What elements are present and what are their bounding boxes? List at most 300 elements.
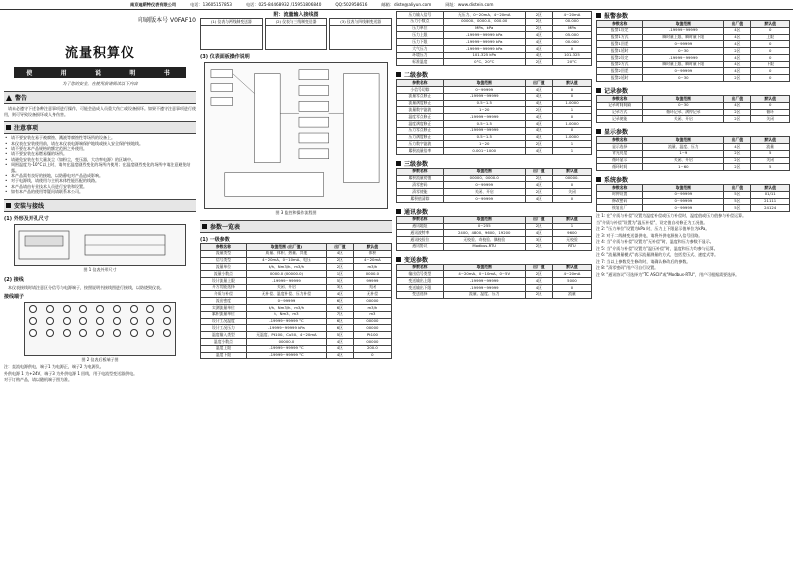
terminal-screw-icon <box>130 317 138 325</box>
table-cell: 无补偿、温度补偿、压力补偿 <box>246 291 326 298</box>
table-row <box>597 48 790 55</box>
table-row <box>201 325 392 332</box>
table-cell: 4区 <box>327 338 354 345</box>
table-cell: 无校验 <box>552 237 591 244</box>
print-version: 印刷版本号 V0FAF10 <box>138 17 196 24</box>
list-item: • 如有本产品的使用等疑问请联系本公司。 <box>4 189 196 194</box>
level2-table <box>396 79 592 155</box>
table-row <box>397 278 592 285</box>
table-row <box>597 198 790 205</box>
terminal-screw-icon <box>63 329 71 337</box>
table-cell: 变送输出下限 <box>397 285 444 292</box>
table-cell: 2区 <box>525 271 552 278</box>
table-cell: 5区 <box>327 332 354 339</box>
table-row <box>397 39 592 46</box>
telephone: 电话：025-84468932 /15951806840 <box>245 1 322 7</box>
table-cell: 2区 <box>724 75 751 82</box>
table-cell: 2区 <box>327 264 354 271</box>
table-cell: 关闭、开启 <box>246 284 326 291</box>
table-row <box>201 250 392 257</box>
table-cell: 无校验、奇校验、偶校验 <box>443 237 525 244</box>
table-cell: 开方功能选择 <box>201 284 247 291</box>
column-header: 参数名称 <box>597 96 643 103</box>
table-cell: 4~20mA <box>552 12 591 19</box>
table-cell: 4区 <box>525 45 552 52</box>
note-line: 注 5: 当"介质与补偿"设置为"温压补偿"时，温度和压力均参与运算。 <box>596 245 718 251</box>
list-item: • 本产品需有良好的接地，以防静电对产品造成影响。 <box>4 173 196 178</box>
column-header: 取值范围 <box>443 264 525 271</box>
table-cell: 0 <box>552 93 591 100</box>
input-wiring-label: 附：流量输入接线图 <box>273 12 319 18</box>
manual-char: 说 <box>94 70 105 77</box>
table-cell: 7区 <box>327 311 354 318</box>
column-header: 出厂值 <box>525 168 552 175</box>
column-header: 出厂值 <box>327 244 354 251</box>
note-line: 注 2: "压力单位"设置为kPa 时，压力上下限显示值单位为kPa。 <box>596 226 710 232</box>
table-cell: 00000 <box>353 325 391 332</box>
table-row <box>397 100 592 107</box>
table-row <box>397 195 592 202</box>
table-cell: m3/h <box>353 264 391 271</box>
table-cell: 清零使能 <box>397 189 444 196</box>
terminal-screw-icon <box>63 305 71 313</box>
table-cell: 流出密度 <box>201 298 247 305</box>
table-cell: 00.000 <box>552 39 591 46</box>
table-row <box>201 298 392 305</box>
column-header: 参数名称 <box>397 216 444 223</box>
note-line: 注 7: 当以上参数发生修改时，请确认修改后的参数。 <box>596 258 691 264</box>
manual-char: 书 <box>163 70 174 77</box>
table-cell: 1 <box>552 223 591 230</box>
table-cell: 4区 <box>724 61 751 68</box>
table-cell: 压力满度修正 <box>397 134 444 141</box>
table-cell: 4~20mA <box>552 271 591 278</box>
table-row <box>597 75 790 82</box>
table-row <box>201 332 392 339</box>
table-cell: 00000 <box>353 298 391 305</box>
table-cell: 记录使能 <box>597 116 643 123</box>
table-cell: 4~20mA、0~10mA、电压 <box>246 257 326 264</box>
table-cell: 2区 <box>525 243 552 250</box>
table-cell: 2区 <box>525 12 552 19</box>
table-cell: 4区 <box>525 148 552 155</box>
table-cell: 压力下限 <box>397 39 444 46</box>
table-row <box>201 318 392 325</box>
outline-figure <box>14 224 186 266</box>
table-cell: 循环记录、满停记录 <box>643 109 724 116</box>
table-cell: 5 <box>751 164 790 171</box>
table-cell: 0 <box>353 352 391 359</box>
table-cell: 2区 <box>525 107 552 114</box>
terminal-screw-icon <box>79 305 87 313</box>
table-row <box>397 134 592 141</box>
table-cell: 0 <box>751 27 790 34</box>
note-line: 注 9: "通讯协议"可选择为"TC ASCII"或"Modbus-RTU"，用户可根据需要选择。 <box>596 271 740 277</box>
table-cell: 2区 <box>525 59 552 66</box>
terminal-screw-icon <box>113 329 121 337</box>
table-cell: 环境压力 <box>397 52 444 59</box>
table-cell: 2区 <box>724 116 751 123</box>
table-cell: 2区 <box>724 157 751 164</box>
table-cell: Pt100 <box>353 332 391 339</box>
table-row <box>201 291 392 298</box>
table-cell: 2区 <box>525 291 552 298</box>
table-cell: 流量 <box>751 143 790 150</box>
terminal-screw-icon <box>146 317 154 325</box>
table-row <box>201 352 392 359</box>
list-item: • 本产品请由专业技术人员进行安装和设置。 <box>4 184 196 189</box>
table-cell: 0 <box>552 195 591 202</box>
table-cell: 0 <box>751 75 790 82</box>
table-cell: 0 <box>552 45 591 52</box>
transmit-table <box>396 264 592 299</box>
table-cell: -19999~99999 °C <box>246 352 326 359</box>
safety-heading: 注意事项 <box>4 121 196 134</box>
section-square-icon <box>396 209 401 214</box>
table-row <box>397 175 592 182</box>
table-cell: 0~255 <box>443 223 525 230</box>
table-cell: 5区 <box>327 277 354 284</box>
table-cell: 1.0000 <box>552 134 591 141</box>
table-cell: 压力单位 <box>397 25 444 32</box>
terminal-screw-icon <box>113 305 121 313</box>
table-cell: 00000、0000.0 <box>443 175 525 182</box>
transmit-heading: 变送参数 <box>396 255 592 264</box>
table-cell: 0 <box>552 87 591 94</box>
table-cell: 2400、4800、9600、19200 <box>443 230 525 237</box>
table-cell: 流量小数点 <box>201 271 247 278</box>
table-cell: 1.0000 <box>552 100 591 107</box>
table-cell: t/h、Nm3/h、m3/h <box>246 305 326 312</box>
section-square-icon <box>6 203 11 208</box>
table-cell: 无补偿 <box>353 291 391 298</box>
table-cell: 1~20 <box>443 141 525 148</box>
table-cell: 2区 <box>525 175 552 182</box>
column-3 <box>396 11 592 558</box>
table-row <box>597 205 790 212</box>
table-row <box>397 189 592 196</box>
column-header: 参数名称 <box>597 21 643 28</box>
column-2 <box>200 11 392 558</box>
section-square-icon <box>596 13 601 18</box>
column-header: 出厂值 <box>525 264 552 271</box>
note-line: 注 1: 在"介质与补偿"设置为温度补偿或压力补偿时，温度值或压力值参与补偿运算。 <box>596 213 747 219</box>
terminal-notes <box>4 364 196 383</box>
table-cell: 24124 <box>751 205 790 212</box>
table-cell: 1~20 <box>443 107 525 114</box>
table-row <box>201 264 392 271</box>
manual-char: 使 <box>26 70 37 77</box>
table-cell: 99999 <box>353 277 391 284</box>
table-cell: 2区 <box>525 18 552 25</box>
header-bar <box>0 0 793 10</box>
list-item: • 请不要安装在易于被腐蚀、溅液等腐蚀性等场所的设备上。 <box>4 135 196 140</box>
table-cell: 2区 <box>525 189 552 196</box>
table-cell: MPa、kPa <box>443 25 525 32</box>
table-cell: RTU <box>552 243 591 250</box>
table-cell: 4区 <box>327 250 354 257</box>
table-cell: 0.5~1.5 <box>443 134 525 141</box>
website: 网址：www.distein.com <box>445 1 494 7</box>
table-cell: 设计流量上限 <box>201 277 247 284</box>
safety-list <box>4 135 196 194</box>
table-cell: 压力零点修正 <box>397 127 444 134</box>
table-cell: 大气压力 <box>397 45 444 52</box>
table-cell: 1 <box>552 107 591 114</box>
table-cell: -19999~99999 <box>643 54 724 61</box>
table-row <box>201 271 392 278</box>
table-cell: 介质与补偿 <box>201 291 247 298</box>
table-row <box>397 93 592 100</box>
table-row <box>597 34 790 41</box>
note-line: 注 8: "清零密码"用户可自行设置。 <box>596 265 659 271</box>
table-row <box>201 345 392 352</box>
alarm-table <box>596 20 790 82</box>
column-header: 默认值 <box>552 264 591 271</box>
table-cell: 通讯校验位 <box>397 237 444 244</box>
table-cell: 2区 <box>724 164 751 171</box>
document-title: 流量积算仪 <box>64 46 135 61</box>
list-item: • 本仪表在安装使用前，请在本仪表电源端保护地线或接入安全保护接地线。 <box>4 141 196 146</box>
table-cell: 实测流量单位 <box>201 305 247 312</box>
table-cell: t、Nm3、m3 <box>246 311 326 318</box>
table-cell: 循环 <box>751 109 790 116</box>
table-cell: 0~99999 <box>643 205 724 212</box>
table-cell: 关闭、开启 <box>643 157 724 164</box>
column-1 <box>4 11 196 558</box>
list-item: • 请避免安装在有大量灰尘（如粉尘，变压器，大功率电源）的区域中。 <box>4 157 196 162</box>
table-row <box>201 338 392 345</box>
table-cell: 4区 <box>525 114 552 121</box>
column-header: 默认值 <box>751 137 790 144</box>
column-header: 参数名称 <box>397 80 444 87</box>
table-cell: 通讯地址 <box>397 223 444 230</box>
table-cell: 2区 <box>724 48 751 55</box>
list-item: • 对于电源线，请使用与主机本体性能匹配的线路。 <box>4 178 196 183</box>
table-row <box>397 243 592 250</box>
table-cell: -19999~99999 kPa <box>443 32 525 39</box>
table-cell: 0~30 <box>643 75 724 82</box>
table-cell: 上限 <box>751 34 790 41</box>
column-header: 取值范围 <box>643 21 724 28</box>
table-cell: -19999~99999 <box>643 27 724 34</box>
table-row <box>597 191 790 198</box>
table-row <box>397 25 592 32</box>
table-cell: 显示选择 <box>597 143 643 150</box>
note-line: 注 4: 当"介质与补偿"设置为"无补偿"时，温度和压力参数不显示。 <box>596 239 714 245</box>
table-cell: 1 <box>552 141 591 148</box>
table-cell: 0 <box>552 285 591 292</box>
table-cell: m3/h <box>353 305 391 312</box>
table-cell: 4区 <box>525 52 552 59</box>
table-cell: 3区 <box>525 237 552 244</box>
table-cell: 2区 <box>525 141 552 148</box>
table-cell: -19999~99999 <box>443 278 525 285</box>
table-row <box>397 107 592 114</box>
table-cell: 01/11 <box>751 191 790 198</box>
table-cell: 瞬时量上限、瞬时量下限 <box>643 61 724 68</box>
comm-table <box>396 216 592 251</box>
table-row <box>397 12 592 19</box>
manual-banner <box>14 67 186 78</box>
column-header: 默认值 <box>751 96 790 103</box>
table-cell: 4区 <box>525 93 552 100</box>
table-cell: 循环显示 <box>597 157 643 164</box>
column-header: 默认值 <box>751 185 790 192</box>
table-cell: 4区 <box>525 285 552 292</box>
terminal-row-bottom <box>25 327 175 339</box>
table-cell: 4区 <box>724 27 751 34</box>
display-table <box>596 136 790 171</box>
email-contact: 邮箱：diste@aliyun.com <box>381 1 432 7</box>
column-header: 出厂值 <box>724 96 751 103</box>
table-row <box>397 114 592 121</box>
table-cell: 6区 <box>327 298 354 305</box>
table-cell: 压力数字滤波 <box>397 141 444 148</box>
table-cell: 1.0000 <box>552 120 591 127</box>
table-cell: 0~30 <box>643 48 724 55</box>
table-cell: 00.000 <box>552 18 591 25</box>
flowchart-drawing <box>205 63 387 208</box>
table-cell: 累积流量倍率 <box>397 148 444 155</box>
table-row <box>201 257 392 264</box>
terminal-screw-icon <box>146 305 154 313</box>
table-cell: 0°C、20°C <box>443 59 525 66</box>
table-cell: MPa <box>552 25 591 32</box>
figure-2-caption: 图 2 仪表后板端子图 <box>81 357 119 363</box>
table-cell: -19999~99999 kPa <box>443 45 525 52</box>
terminal-screw-icon <box>163 305 171 313</box>
system-heading: 系统参数 <box>596 175 790 184</box>
terminal-screw-icon <box>46 305 54 313</box>
table-cell: 累积流量初值 <box>397 175 444 182</box>
three-wire-diagram: (2) 仪表与三线制变送器 <box>265 18 328 50</box>
table-cell: 4区 <box>327 345 354 352</box>
column-header: 默认值 <box>751 21 790 28</box>
table-cell: 报警1回差 <box>597 41 643 48</box>
table-row <box>597 164 790 171</box>
table-cell: 0 <box>552 114 591 121</box>
table-cell: 累积值清除 <box>397 195 444 202</box>
column-header: 参数名称 <box>201 244 247 251</box>
terminal-screw-icon <box>130 329 138 337</box>
table-cell: 流量数字滤波 <box>397 107 444 114</box>
table-cell: 0 <box>751 41 790 48</box>
terminal-screw-icon <box>146 329 154 337</box>
comm-heading: 通讯参数 <box>396 207 592 216</box>
table-cell: 4区 <box>724 68 751 75</box>
wiring-text: 本仪表接线时请注意区分信号与电源端子，按照说明书接线图进行接线，以防烧毁仪表。 <box>8 284 164 290</box>
table-cell: 关闭 <box>552 189 591 196</box>
install-heading: 安装与接线 <box>4 199 196 212</box>
table-cell: 流量类型 <box>201 250 247 257</box>
manual-char: 用 <box>60 70 71 77</box>
table-cell: 清零密码 <box>397 182 444 189</box>
wiring-subheading: (2) 接线 <box>4 276 24 283</box>
table-cell: 0~30 <box>643 102 724 109</box>
column-header: 参数名称 <box>597 185 643 192</box>
table-cell: 4区 <box>724 143 751 150</box>
table-row <box>597 157 790 164</box>
panel-subheading: (3) 仪表面板操作说明 <box>200 54 250 60</box>
warning-text: 请未必遵守下述各种注意事项进行操作，可能会造成人员重大伤亡或设备损坏。如果不遵守注意事项进行使用，则可导致设备损坏或人身伤害。 <box>4 106 196 117</box>
table-cell: 0~99999 <box>443 195 525 202</box>
table-row <box>597 116 790 123</box>
table-cell: 0000.0 <box>353 271 391 278</box>
table-cell: 输出信号类型 <box>397 271 444 278</box>
table-cell: 流量、温度、压力 <box>643 143 724 150</box>
table-row <box>597 54 790 61</box>
column-header: 参数名称 <box>397 264 444 271</box>
table-cell: 0~99999 <box>643 191 724 198</box>
table-cell: 4区 <box>525 195 552 202</box>
alarm-heading: 报警参数 <box>596 11 790 20</box>
table-cell: 报警1设定 <box>597 27 643 34</box>
record-heading: 记录参数 <box>596 86 790 95</box>
table-row <box>397 148 592 155</box>
table-cell: 瞬时量上限、瞬时量下限 <box>643 34 724 41</box>
two-wire-diagram: (1) 仪表与两线制变送器 <box>200 18 263 50</box>
table-cell: 变送选择 <box>397 291 444 298</box>
list-item: • 请不要在本产品规格的额定范围之外使用。 <box>4 146 196 151</box>
table-cell: 温度下限 <box>201 352 247 359</box>
table-cell: 设计工况温度 <box>201 318 247 325</box>
table-cell: 05.000 <box>552 32 591 39</box>
section-square-icon <box>596 129 601 134</box>
company-name: 南京迪斯特仪表有限公司 <box>130 1 177 7</box>
table-cell: -19999~99999 <box>443 93 525 100</box>
terminal-screw-icon <box>163 317 171 325</box>
note-line: 注 3: 对于二线制变送器供电，请将外供电源接入信号回路。 <box>596 232 703 238</box>
table-row <box>397 32 592 39</box>
table-cell: 设计工况压力 <box>201 325 247 332</box>
column-header: 取值范围 <box>643 137 724 144</box>
table-cell: 通讯协议 <box>397 243 444 250</box>
table-cell: 4区 <box>525 120 552 127</box>
table-cell: 0~99999 <box>643 41 724 48</box>
section-square-icon <box>596 177 601 182</box>
table-cell: 温度零点修正 <box>397 114 444 121</box>
table-cell: 4区 <box>525 182 552 189</box>
column-header: 默认值 <box>353 244 391 251</box>
table-cell: 1~60 <box>643 164 724 171</box>
table-row <box>397 223 592 230</box>
table-cell: 0 <box>751 48 790 55</box>
params-heading: 参数一览表 <box>200 220 392 233</box>
level1-table <box>200 243 392 359</box>
outline-subheading: (1) 外形及开孔尺寸 <box>4 215 49 222</box>
table-cell: 关闭 <box>751 157 790 164</box>
display-heading: 显示参数 <box>596 127 790 136</box>
section-square-icon <box>396 161 401 166</box>
table-cell: 0~99999 <box>443 87 525 94</box>
terminal-screw-icon <box>29 317 37 325</box>
column-header: 取值范围 <box>443 168 525 175</box>
table-row <box>397 230 592 237</box>
table-row <box>397 285 592 292</box>
table-cell: 循环时间 <box>597 164 643 171</box>
table-row <box>201 311 392 318</box>
table-cell: 报警1延时 <box>597 48 643 55</box>
table-cell: 0~99999 <box>246 298 326 305</box>
terminal-subheading: 接线端子 <box>4 294 25 301</box>
table-cell: 5区 <box>724 198 751 205</box>
table-cell: 无温度、Pt100、Cu50、4~20mA <box>246 332 326 339</box>
column-header: 默认值 <box>552 80 591 87</box>
terminal-screw-icon <box>130 305 138 313</box>
table-row <box>597 41 790 48</box>
section-square-icon <box>6 125 11 130</box>
